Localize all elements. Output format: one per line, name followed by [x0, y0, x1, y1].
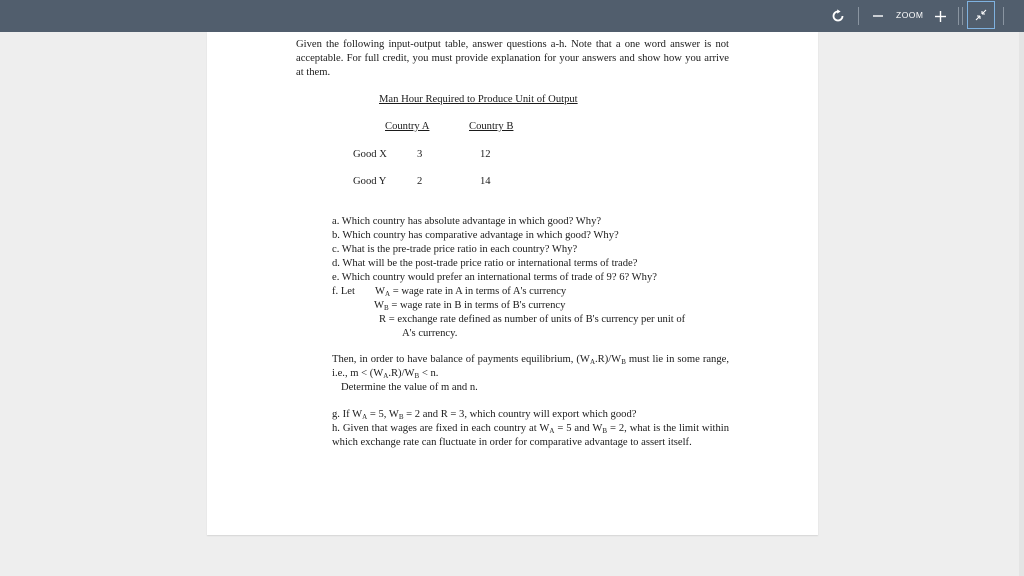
question-d: d. What will be the post-trade price ratio or international terms of trade? — [332, 258, 638, 269]
question-a: a. Which country has absolute advantage in which good? Why? — [332, 216, 602, 227]
refresh-icon — [831, 9, 845, 23]
scroll-track[interactable] — [1019, 32, 1024, 576]
viewer-toolbar — [0, 0, 1024, 32]
refresh-button[interactable] — [828, 4, 848, 28]
cell-x-b: 12 — [480, 149, 491, 160]
toolbar-divider — [958, 7, 959, 25]
definition-wa: $W_A$ = wage rate in A in terms of A's currency — [375, 286, 567, 298]
row-label-good-y: Good Y — [353, 176, 387, 187]
question-h: h. Given that wages are fixed in each country at $W_A = 5$ and $W_B = 2$, what is the limit within which exchange rate can fluctuate in order for comparative advantage to assert itself. — [332, 423, 729, 448]
cell-x-a: 3 — [417, 149, 423, 160]
column-header-country-b: Country B — [469, 121, 514, 132]
question-e: e. Which country would prefer an international terms of trade of 9? 6? Why? — [332, 272, 657, 283]
zoom-label: ZOOM — [896, 10, 924, 20]
document-page — [207, 32, 818, 535]
cell-y-a: 2 — [417, 176, 423, 187]
collapse-button[interactable] — [967, 1, 995, 29]
question-c: c. What is the pre-trade price ratio in each country? Why? — [332, 244, 578, 255]
plus-icon — [935, 11, 946, 22]
question-g: g. If $W_A = 5$, $W_B = 2$ and R = 3, which country will export which good? — [332, 409, 637, 421]
zoom-out-button[interactable] — [870, 4, 886, 28]
toolbar-divider — [1003, 7, 1004, 25]
zoom-in-button[interactable] — [932, 4, 948, 28]
minus-icon — [873, 11, 883, 21]
intro-paragraph: Given the following input-output table, answer questions a-h. Note that a one word answer is not acceptable. For full credit, you must provide explanation for your answers and show how you arrive at them. — [296, 39, 729, 78]
definition-r: R = exchange rate defined as number of units of B's currency per unit of — [379, 314, 686, 325]
column-header-country-a: Country A — [385, 121, 430, 132]
question-f-label: f. Let — [332, 286, 355, 297]
collapse-arrows-icon — [975, 9, 987, 21]
toolbar-divider — [962, 7, 963, 25]
cell-y-b: 14 — [480, 176, 491, 187]
row-label-good-x: Good X — [353, 149, 387, 160]
toolbar-divider — [858, 7, 859, 25]
question-b: b. Which country has comparative advantage in which good? Why? — [332, 230, 619, 241]
definition-r-continued: A's currency. — [402, 328, 458, 339]
table-title: Man Hour Required to Produce Unit of Output — [379, 94, 578, 105]
definition-wb: $W_B$ = wage rate in B in terms of B's currency — [374, 300, 566, 312]
equilibrium-paragraph: Then, in order to have balance of payments equilibrium, $(W_A.R)/W_B$ must lie in some range, i.e., $m < (W_A.R)/W_B < n$. — [332, 354, 729, 380]
determine-line: Determine the value of m and n. — [341, 382, 478, 393]
